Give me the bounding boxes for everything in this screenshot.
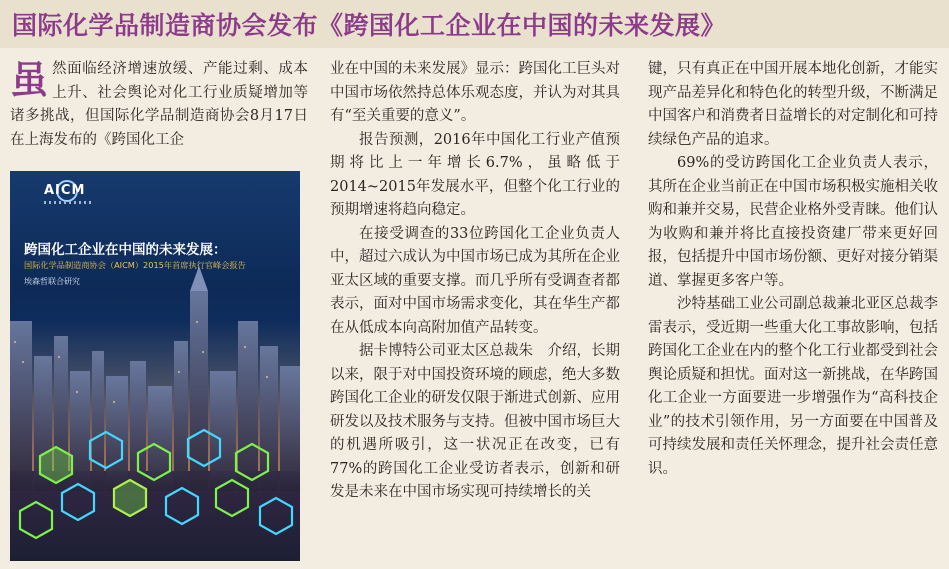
cover-logo-text: AICM — [44, 183, 86, 198]
paragraph-text: 然面临经济增速放缓、产能过剩、成本上升、社会舆论对化工行业质疑增加等诸多挑战，但国际化学品制造商协会8月17日在上海发布的《跨国化工企 — [10, 61, 308, 148]
headline: 国际化学品制造商协会发布《跨国化工企业在中国的未来发展》 — [0, 0, 949, 48]
city-skyline-illustration — [10, 171, 300, 561]
paragraph: 键，只有真正在中国开展本地化创新，才能实现产品差异化和特色化的转型升级，不断满足中国客户和消费者日益增长的对定制化和可持续绿色产品的追求。 — [648, 61, 938, 148]
cover-title: 跨国化工企业在中国的未来发展： — [24, 242, 227, 258]
paragraph: 69%的受访跨国化工企业负责人表示，其所在企业当前正在中国市场积极实施相关收购和兼并交易，民营企业格外受青睐。他们认为收购和兼并将比直接投资建厂带来更好回报，包括提升中国市场份额、更好对接分销渠道、掌握更多客户等。 — [648, 155, 938, 289]
article-column-2 — [330, 58, 620, 505]
article-column-3 — [648, 58, 938, 481]
paragraph: 报告预测，2016年中国化工行业产值预期将比上一年增长6.7%，虽略低于2014~2015年发展水平，但整个化工行业的预期增速将趋向稳定。 — [330, 131, 620, 218]
paragraph: 据卡博特公司亚太区总裁朱 介绍，长期以来，限于对中国投资环境的顾虑，绝大多数跨国化工企业的研发仅限于渐进式创新、应用研发以及技术服务与支持。但被中国市场巨大的机遇所吸引，这一状况正在改变，已有77%的跨国化工企业受访者表示，创新和研发是未来在中国市场实现可持续增长的关 — [330, 343, 620, 500]
paragraph: 沙特基础工业公司副总裁兼北亚区总裁李雷表示，受近期一些重大化工事故影响，包括跨国化工企业在内的整个化工行业都受到社会舆论质疑和担忧。面对这一新挑战，在华跨国化工企业一方面要进一步增强作为“高科技企业”的技术引领作用，另一方面要在中国普及可持续发展和责任关怀理念，提升社会责任意识。 — [648, 296, 938, 477]
report-cover-image — [10, 171, 300, 561]
cover-author: 埃森哲联合研究 — [24, 277, 80, 286]
article-column-1 — [10, 58, 308, 152]
lead-paragraph — [10, 58, 308, 152]
drop-cap: 虽 — [10, 58, 49, 102]
paragraph: 业在中国的未来发展》显示：跨国化工巨头对中国市场依然持总体乐观态度，并认为对其具有“至关重要的意义”。 — [330, 61, 620, 124]
logo-underline — [44, 201, 94, 204]
paragraph: 在接受调查的33位跨国化工企业负责人中，超过六成认为中国市场已成为其所在企业亚太区域的重要支撑。而几乎所有受调查者都表示，面对中国市场需求变化，其在华生产都在从低成本向高附加值产品转变。 — [330, 225, 620, 336]
cover-subtitle: 国际化学品制造商协会（AICM）2015年首席执行官峰会报告 — [24, 260, 246, 270]
